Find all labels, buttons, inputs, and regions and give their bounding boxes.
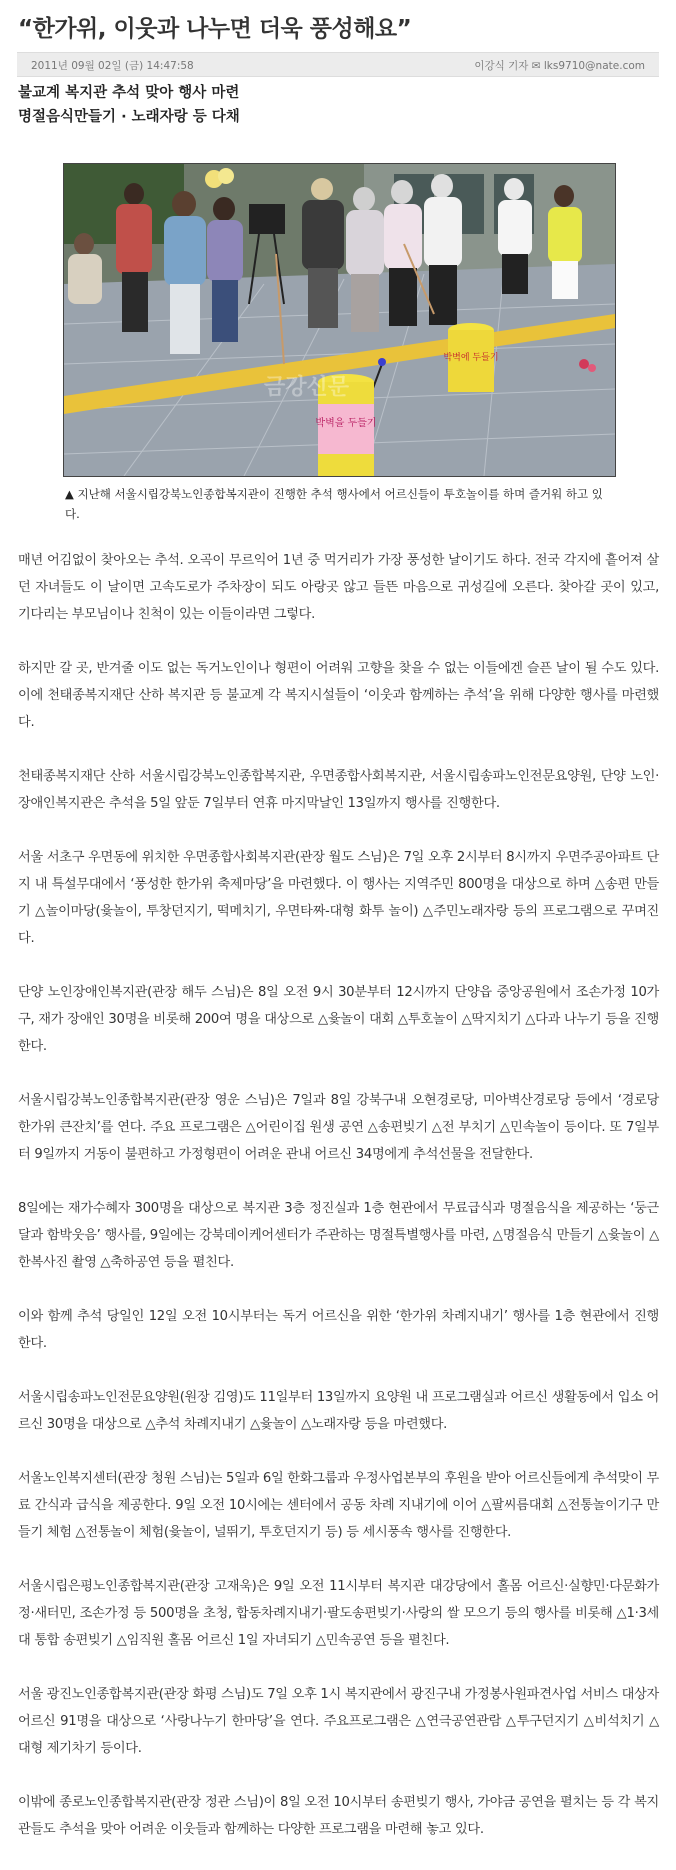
reporter-email-link[interactable]: 이강식 기자 ✉ lks9710@nate.com (474, 60, 645, 72)
body-paragraph: 서울시립은평노인종합복지관(관장 고재욱)은 9일 오전 11시부터 복지관 대강당에서 홀몸 어르신·실향민·다문화가정·새터민, 조손가정 등 500명을 초청, 합동차례지내기·팔도송편빚기·사랑의 쌀 모으기 등의 행사를 비롯해 △1·3세대 통합 송편빚기 △임직원 홀몸 어르신 1일 자녀되기 △민속공연 등을 펼친다. (18, 1579, 659, 1648)
body-paragraph: 이밖에 종로노인종합복지관(관장 정관 스님)이 8일 오전 10시부터 송편빚기 행사, 가야금 공연을 펼치는 등 각 복지관들도 추석을 맞아 어려운 이웃들과 함께하는 다양한 프로그램을 마련해 놓고 있다. (18, 1795, 659, 1837)
article-body (18, 547, 659, 1870)
body-paragraph: 서울 서초구 우면동에 위치한 우면종합사회복지관(관장 월도 스님)은 7일 오후 2시부터 8시까지 우면주공아파트 단지 내 특설무대에서 ‘풍성한 한가위 축제마당’을 마련했다. 이 행사는 지역주민 800명을 대상으로 하며 △송편 만들기 △놀이마당(윷놀이, 투창던지기, 떡메치기, 우면타짜-대형 화투 놀이) △주민노래자랑 등의 프로그램으로 꾸며진다. (18, 850, 659, 946)
photo-watermark: 금강신문 (264, 375, 350, 400)
publish-date: 2011년 09월 02일 (금) 14:47:58 (31, 60, 194, 72)
article-photo (63, 163, 616, 477)
subheadline-1: 불교계 복지관 추석 맞아 행사 마련 (18, 85, 240, 101)
can-label-1: 박벽을 두들기 (315, 418, 377, 429)
body-paragraph: 단양 노인장애인복지관(관장 해두 스님)은 8일 오전 9시 30분부터 12시까지 단양읍 중앙공원에서 조손가정 10가구, 재가 장애인 30명을 비롯해 200여 명을 대상으로 △윷놀이 대회 △투호놀이 △딱지치기 △다과 나누기 등을 진행한다. (18, 985, 659, 1054)
body-paragraph: 하지만 갈 곳, 반겨줄 이도 없는 독거노인이나 형편이 어려워 고향을 찾을 수 없는 이들에겐 슬픈 날이 될 수도 있다. 이에 천태종복지재단 산하 복지관 등 불교계 각 복지시설들이 ‘이웃과 함께하는 추석’을 위해 다양한 행사를 마련했다. (18, 661, 659, 730)
article-title: “한가위, 이웃과 나누면 더욱 풍성해요” (18, 16, 412, 42)
can-label-2: 박벽에 두들기 (443, 353, 499, 363)
photo-illustration (64, 164, 615, 476)
body-paragraph: 서울노인복지센터(관장 청원 스님)는 5일과 6일 한화그룹과 우정사업본부의 후원을 받아 어르신들에게 추석맞이 무료 간식과 급식을 제공한다. 9일 오전 10시에는 센터에서 공동 차례 지내기에 이어 △팔씨름대회 △전통놀이기구 만들기 체험 △전통놀이 체험(윷놀이, 널뛰기, 투호던지기 등) 등 세시풍속 행사를 진행한다. (18, 1471, 659, 1540)
body-paragraph: 이와 함께 추석 당일인 12일 오전 10시부터는 독거 어르신을 위한 ‘한가위 차례지내기’ 행사를 1층 현관에서 진행한다. (18, 1309, 659, 1351)
article-meta-bar (17, 52, 659, 77)
target-can-2 (443, 323, 498, 392)
body-paragraph: 서울시립강북노인종합복지관(관장 영운 스님)은 7일과 8일 강북구내 오현경로당, 미아벽산경로당 등에서 ‘경로당 한가위 큰잔치’를 연다. 주요 프로그램은 △어린이집 원생 공연 △송편빚기 △전 부치기 △민속놀이 등이다. 또 7일부터 9일까지 거동이 불편하고 가정형편이 어려운 관내 어르신 34명에게 추석선물을 전달한다. (18, 1093, 659, 1162)
body-paragraph: 8일에는 재가수혜자 300명을 대상으로 복지관 3층 정진실과 1층 현관에서 무료급식과 명절음식을 제공하는 ‘둥근달과 함박웃음’ 행사를, 9일에는 강북데이케어센터가 주관하는 명절특별행사를 마련, △명절음식 만들기 △윷놀이 △한복사진 촬영 △축하공연 등을 펼친다. (18, 1201, 659, 1270)
body-paragraph: 매년 어김없이 찾아오는 추석. 오곡이 무르익어 1년 중 먹거리가 가장 풍성한 날이기도 하다. 전국 각지에 흩어져 살던 자녀들도 이 날이면 고속도로가 주차장이 되도 아랑곳 않고 들뜬 마음으로 귀성길에 오른다. 찾아갈 곳이 있고, 기다리는 부모님이나 친척이 있는 이들이라면 그렇다. (18, 553, 659, 622)
body-paragraph: 서울 광진노인종합복지관(관장 화평 스님)도 7일 오후 1시 복지관에서 광진구내 가정봉사원파견사업 서비스 대상자 어르신 91명을 대상으로 ‘사랑나누기 한마당’을 연다. 주요프로그램은 △연극공연관람 △투구던지기 △비석치기 △대형 제기차기 등이다. (18, 1687, 659, 1756)
body-paragraph: 천태종복지재단 산하 서울시립강북노인종합복지관, 우면종합사회복지관, 서울시립송파노인전문요양원, 단양 노인·장애인복지관은 추석을 5일 앞둔 7일부터 연휴 마지막날인 13일까지 행사를 진행한다. (18, 769, 659, 811)
subheadline-2: 명절음식만들기 · 노래자랑 등 다채 (18, 109, 240, 125)
body-paragraph: 서울시립송파노인전문요양원(원장 김영)도 11일부터 13일까지 요양원 내 프로그램실과 어르신 생활동에서 입소 어르신 30명을 대상으로 △추석 차례지내기 △윷놀이 △노래자랑 등을 마련했다. (18, 1390, 659, 1432)
photo-caption: ▲ 지난해 서울시립강북노인종합복지관이 진행한 추석 행사에서 어르신들이 투호놀이를 하며 즐거워 하고 있다. (65, 487, 603, 521)
